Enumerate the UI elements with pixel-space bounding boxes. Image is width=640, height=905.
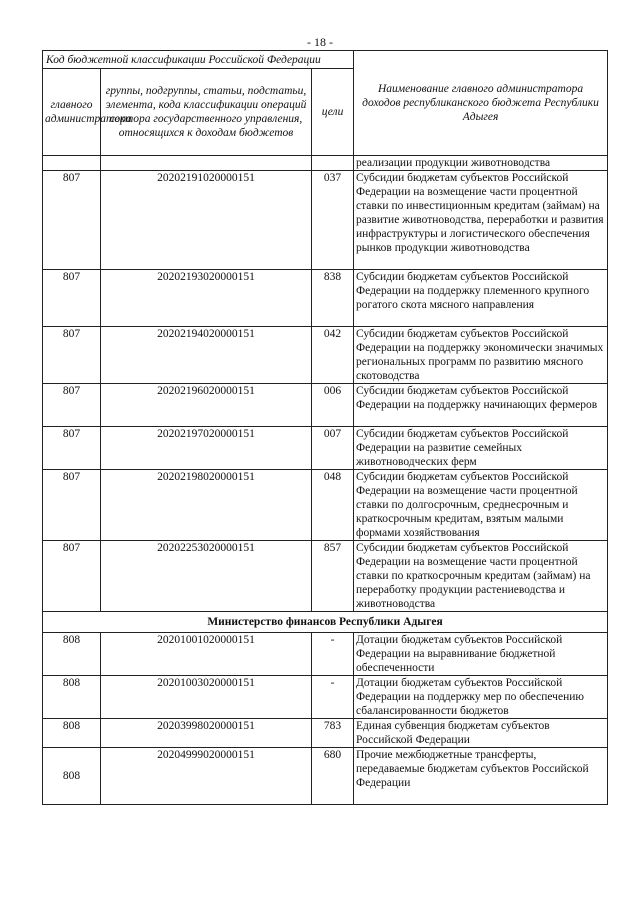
purpose-code-cell: 042 — [312, 327, 354, 384]
rows-ministry-finance — [43, 633, 608, 805]
table-row — [43, 541, 608, 612]
revenue-code-cell: 20202198020000151 — [101, 470, 312, 541]
revenue-name-cell: Субсидии бюджетам субъектов Российской Федерации на возмещение части процентной ставки по инвестиционным кредитам (займам) на развитие животноводства, переработки и развития инфраструктуры и логистического обеспечения рынков продукции животноводства — [354, 171, 608, 270]
admin-code-cell: 808 — [43, 719, 101, 748]
purpose-code-cell: 857 — [312, 541, 354, 612]
table-row — [43, 748, 608, 805]
rows-ministry-agriculture — [43, 171, 608, 612]
header-administrator-name: Наименование главного администратора доходов республиканского бюджета Республики Адыгея — [354, 51, 608, 156]
revenue-code-cell: 20202253020000151 — [101, 541, 312, 612]
revenue-name-cell: Субсидии бюджетам субъектов Российской Федерации на возмещение части процентной ставки по краткосрочным кредитам (займам) на переработку продукции растениеводства и животноводства — [354, 541, 608, 612]
admin-code-cell: 807 — [43, 427, 101, 470]
revenue-name-cell: Субсидии бюджетам субъектов Российской Федерации на поддержку экономически значимых региональных программ по развитию мясного скотоводства — [354, 327, 608, 384]
revenue-code-cell: 20202194020000151 — [101, 327, 312, 384]
purpose-code-cell: 048 — [312, 470, 354, 541]
table-row — [43, 327, 608, 384]
admin-code-cell: 807 — [43, 384, 101, 427]
revenue-name-cell: Дотации бюджетам субъектов Российской Федерации на выравнивание бюджетной обеспеченности — [354, 633, 608, 676]
table-row — [43, 719, 608, 748]
table-cell — [43, 156, 101, 171]
revenue-code-cell: 20201001020000151 — [101, 633, 312, 676]
admin-code-cell: 807 — [43, 470, 101, 541]
admin-code-cell: 808 — [43, 633, 101, 676]
revenue-name-cell: Единая субвенция бюджетам субъектов Российской Федерации — [354, 719, 608, 748]
continuation-row — [43, 156, 608, 171]
header-row-group — [43, 51, 608, 69]
admin-code-cell: 807 — [43, 327, 101, 384]
table-row — [43, 171, 608, 270]
table-cell — [101, 156, 312, 171]
purpose-code-cell: 037 — [312, 171, 354, 270]
revenue-code-cell: 20202196020000151 — [101, 384, 312, 427]
revenue-code-cell: 20201003020000151 — [101, 676, 312, 719]
revenue-code-cell: 20203998020000151 — [101, 719, 312, 748]
table-row — [43, 633, 608, 676]
purpose-code-cell: - — [312, 633, 354, 676]
revenue-code-cell: 20202191020000151 — [101, 171, 312, 270]
purpose-code-cell: 783 — [312, 719, 354, 748]
table-row — [43, 270, 608, 327]
purpose-code-cell: - — [312, 676, 354, 719]
admin-code-cell: 807 — [43, 541, 101, 612]
continuation-text: реализации продукции животноводства — [354, 156, 608, 171]
revenue-code-cell: 20204999020000151 — [101, 748, 312, 805]
budget-classification-table — [42, 50, 608, 805]
section-title: Министерство финансов Республики Адыгея — [43, 612, 608, 633]
table-row — [43, 676, 608, 719]
table-row — [43, 384, 608, 427]
purpose-code-cell: 838 — [312, 270, 354, 327]
revenue-name-cell: Дотации бюджетам субъектов Российской Федерации на поддержку мер по обеспечению сбалансированности бюджетов — [354, 676, 608, 719]
section-row — [43, 612, 608, 633]
header-purpose-code: цели — [312, 69, 354, 156]
admin-code-cell: 808 — [43, 676, 101, 719]
revenue-name-cell: Прочие межбюджетные трансферты, передаваемые бюджетам субъектов Российской Федерации — [354, 748, 608, 805]
page-number: - 18 - — [307, 35, 333, 49]
admin-code-cell: 808 — [43, 748, 101, 805]
purpose-code-cell: 680 — [312, 748, 354, 805]
revenue-name-cell: Субсидии бюджетам субъектов Российской Федерации на развитие семейных животноводческих ферм — [354, 427, 608, 470]
revenue-name-cell: Субсидии бюджетам субъектов Российской Федерации на поддержку племенного крупного рогатого скота мясного направления — [354, 270, 608, 327]
admin-code-cell: 807 — [43, 171, 101, 270]
purpose-code-cell: 007 — [312, 427, 354, 470]
revenue-code-cell: 20202193020000151 — [101, 270, 312, 327]
header-classification-group: Код бюджетной классификации Российской Федерации — [43, 51, 354, 69]
revenue-code-cell: 20202197020000151 — [101, 427, 312, 470]
table-row — [43, 427, 608, 470]
table-row — [43, 470, 608, 541]
revenue-name-cell: Субсидии бюджетам субъектов Российской Федерации на поддержку начинающих фермеров — [354, 384, 608, 427]
header-revenue-code: группы, подгруппы, статьи, подстатьи, элемента, кода классификации операций сектора государственного управления, относящихся к доходам бюджетов — [101, 69, 312, 156]
header-admin-code: главного администратора — [43, 69, 101, 156]
purpose-code-cell: 006 — [312, 384, 354, 427]
table-cell — [312, 156, 354, 171]
admin-code-cell: 807 — [43, 270, 101, 327]
revenue-name-cell: Субсидии бюджетам субъектов Российской Федерации на возмещение части процентной ставки по долгосрочным, среднесрочным и краткосрочным кредитам, взятым малыми формами хозяйствования — [354, 470, 608, 541]
